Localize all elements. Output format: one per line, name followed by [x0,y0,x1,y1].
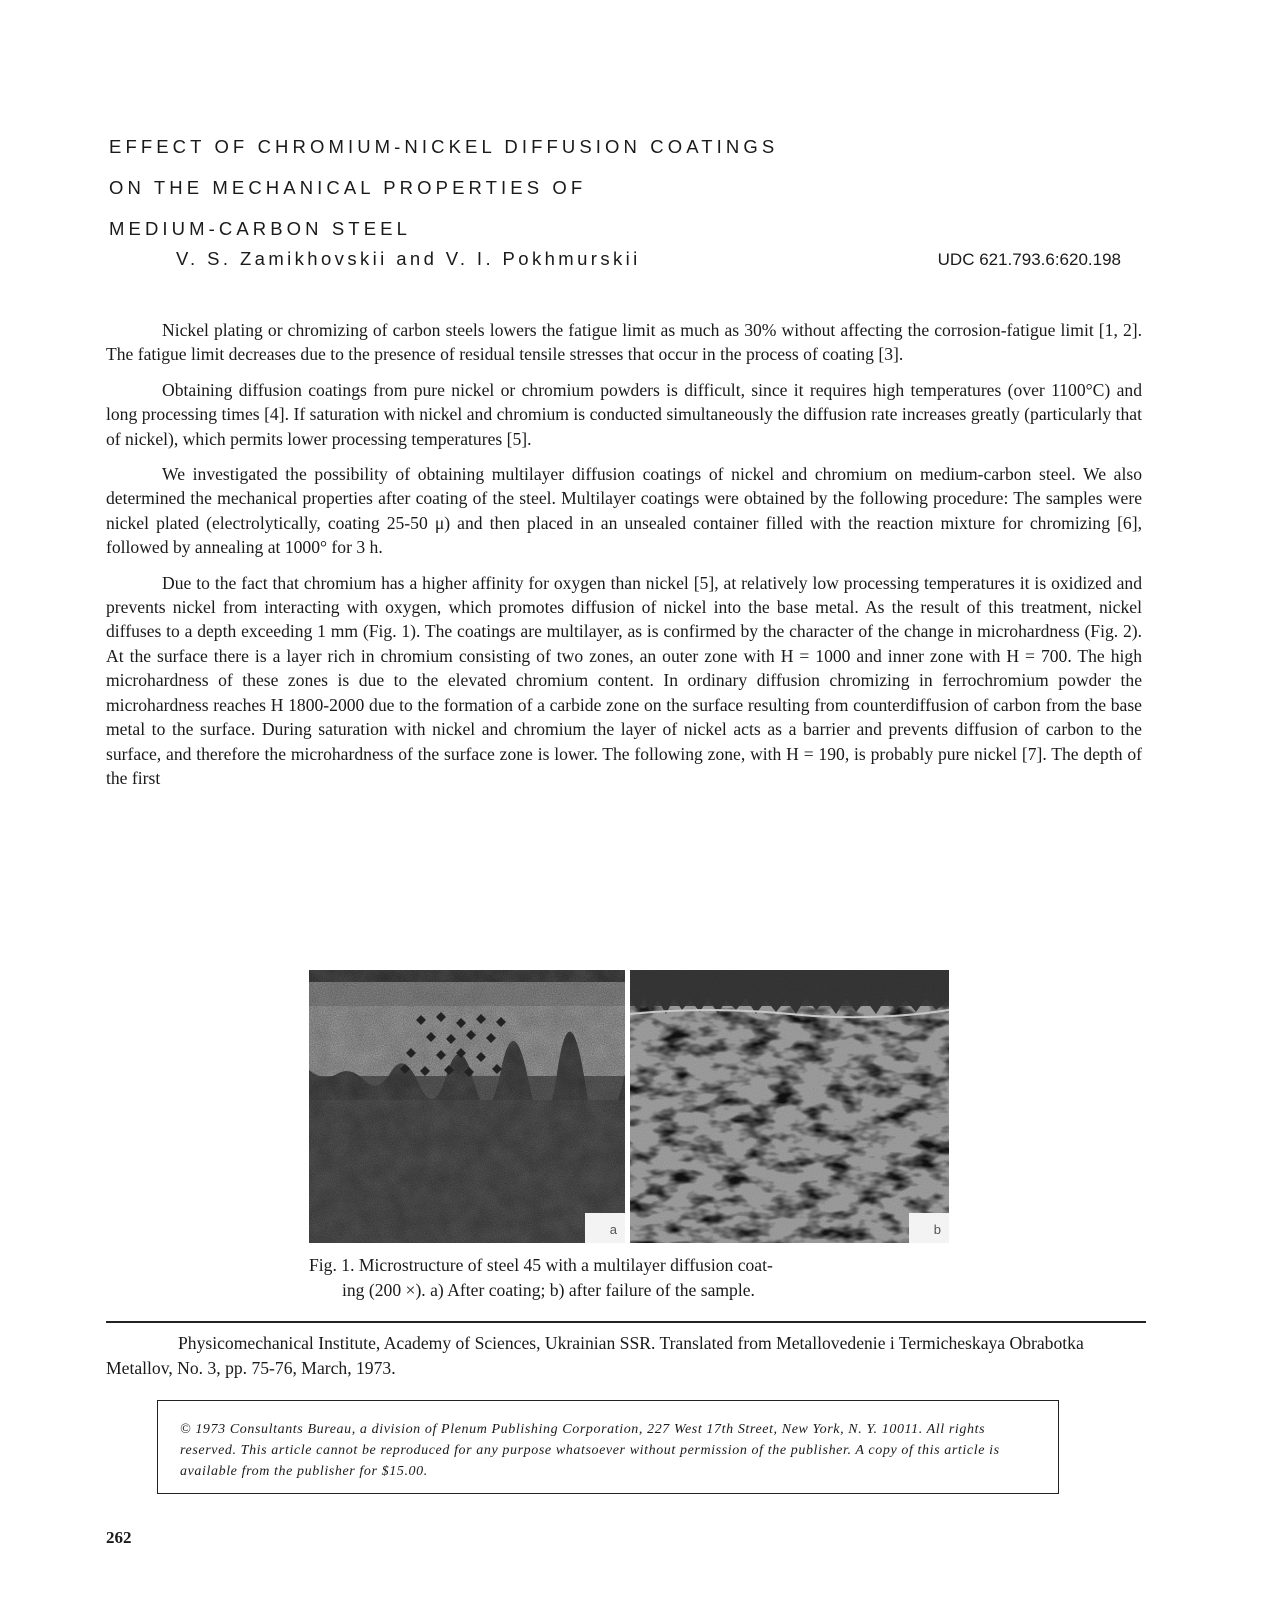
panel-label-a: a [609,1222,617,1237]
authors: V. S. Zamikhovskii and V. I. Pokhmurskii [176,248,641,269]
affiliation-text: Physicomechanical Institute, Academy of Sciences, Ukrainian SSR. Translated from Metallovedenie i Termicheskaya Obrabotka Metallov, No. 3, pp. 75-76, March, 1973. [106,1333,1084,1378]
figure-caption [309,1253,989,1303]
footnote-divider [106,1321,1146,1323]
figure-1 [309,970,949,1243]
paragraph-3: We investigated the possibility of obtaining multilayer diffusion coatings of nickel and chromium on medium-carbon steel. We also determined the mechanical properties after coating of the steel. Multilayer coatings were obtained by the following procedure: The samples were nickel plated (electrolytically, coating 25-50 μ) and then placed in an unsealed container filled with the reaction mixture for chromizing [6], followed by annealing at 1000° for 3 h. [106,464,1142,558]
title-line-2: ON THE MECHANICAL PROPERTIES OF [109,177,587,198]
article-title [109,126,1009,249]
title-line-3: MEDIUM-CARBON STEEL [109,218,411,239]
affiliation [106,1331,1146,1381]
title-line-1: EFFECT OF CHROMIUM-NICKEL DIFFUSION COATINGS [109,136,779,157]
copyright-box [157,1400,1059,1494]
micrograph-b [630,970,949,1243]
micrograph-a [309,970,625,1243]
caption-line-2: ing (200 ×). a) After coating; b) after failure of the sample. [342,1280,755,1300]
paragraph-4: Due to the fact that chromium has a higher affinity for oxygen than nickel [5], at relatively low processing temperatures it is oxidized and prevents nickel from interacting with oxygen, which promotes diffusion of nickel into the base metal. As the result of this treatment, nickel diffuses to a depth exceeding 1 mm (Fig. 1). The coatings are multilayer, as is confirmed by the character of the change in microhardness (Fig. 2). At the surface there is a layer rich in chromium consisting of two zones, an outer zone with H = 1000 and inner zone with H = 700. The high microhardness of these zones is due to the elevated chromium content. In ordinary diffusion chromizing in ferrochromium powder the microhardness reaches H 1800-2000 due to the formation of a carbide zone on the surface resulting from counterdiffusion of carbon from the base metal to the surface. During saturation with nickel and chromium the layer of nickel acts as a barrier and prevents diffusion of carbon to the surface, and therefore the microhardness of the surface zone is lower. The following zone, with H = 190, is probably pure nickel [7]. The depth of the first [106,572,1142,788]
copyright-text: © 1973 Consultants Bureau, a division of Plenum Publishing Corporation, 227 West 17th Street, New York, N. Y. 10011. All rights reserved. This article cannot be reproduced for any purpose whatsoever without permission of the publisher. A copy of this article is available from the publisher for $15.00. [180,1422,1000,1479]
page-number: 262 [106,1528,132,1547]
body-text [106,318,1142,801]
panel-label-b: b [933,1222,941,1237]
paragraph-2: Obtaining diffusion coatings from pure nickel or chromium powders is difficult, since it requires high temperatures (over 1100°C) and long processing times [4]. If saturation with nickel and chromium is conducted simultaneously the diffusion rate increases greatly (particularly that of nickel), which permits lower processing temperatures [5]. [106,379,1142,449]
paragraph-1: Nickel plating or chromizing of carbon steels lowers the fatigue limit as much as 30% without affecting the corrosion-fatigue limit [1, 2]. The fatigue limit decreases due to the presence of residual tensile stresses that occur in the process of coating [3]. [106,320,1142,365]
udc-code: UDC 621.793.6:620.198 [937,250,1121,269]
caption-line-1: Fig. 1. Microstructure of steel 45 with a multilayer diffusion coat- [309,1255,773,1275]
micrograph-a-image [309,970,625,1243]
micrograph-b-image [630,970,949,1243]
